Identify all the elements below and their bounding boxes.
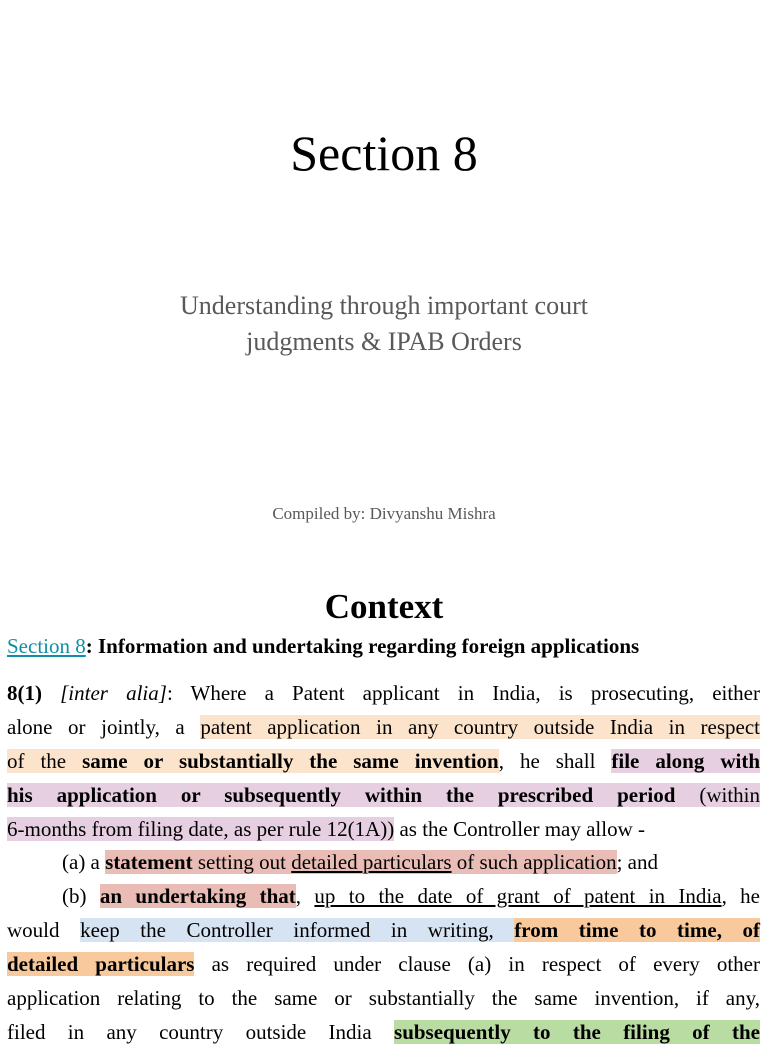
text: (b)	[62, 884, 100, 908]
highlight-such-application: of such application	[451, 850, 617, 874]
section-heading	[7, 633, 767, 659]
section-8-link[interactable]: Section 8	[7, 634, 86, 658]
highlight-within: (within	[675, 783, 760, 807]
clause-b-line-1	[62, 881, 760, 911]
text: alone or jointly, a	[7, 715, 201, 739]
section-title: : Information and undertaking regarding foreign applications	[85, 634, 640, 658]
highlight-undertaking: an undertaking that	[99, 884, 296, 908]
paragraph-line-2	[7, 712, 760, 742]
slide-title: Section 8	[290, 125, 478, 181]
compiled-by: Compiled by: Divyanshu Mishra	[272, 504, 496, 523]
inter-alia: [inter alia]	[60, 681, 167, 705]
clause-b-line-5	[7, 1017, 760, 1047]
highlight-file-along: file along with	[611, 749, 760, 773]
highlight-same-invention: same or substantially the same invention	[82, 749, 499, 773]
highlight-six-months: 6-months from filing date, as per rule 12(1A))	[7, 817, 395, 841]
context-slide	[0, 560, 768, 1044]
highlight-statement: statement	[105, 850, 193, 874]
subtitle-line-1: Understanding through important court	[180, 291, 588, 320]
highlight-time-to-time: from time to time	[514, 918, 717, 942]
text: would	[7, 918, 81, 942]
paragraph-line-5	[7, 814, 760, 844]
highlight-of-the: of the	[7, 749, 83, 773]
highlight-of: , of	[716, 918, 760, 942]
text: application relating to the same or substantially the same invention, if any,	[7, 986, 760, 1010]
subtitle-line-2: judgments & IPAB Orders	[246, 327, 522, 356]
highlight-foreign-application: patent application in any country outside India in respect	[200, 715, 761, 739]
date-of-grant: up to the date of grant of patent in India	[314, 884, 722, 908]
paragraph-line-3	[7, 746, 760, 776]
highlight-setting-out: setting out	[192, 850, 292, 874]
highlight-detailed-particulars-2: detailed particulars	[7, 952, 195, 976]
clause-b-line-3	[7, 949, 760, 979]
highlight-subsequently: subsequently to the filing of the	[394, 1020, 760, 1044]
text: , he shall	[498, 749, 612, 773]
context-heading: Context	[324, 587, 444, 626]
paragraph-line-4	[7, 780, 760, 810]
highlight-keep-informed: keep the Controller informed in writing,	[80, 918, 515, 942]
text: , he	[721, 884, 760, 908]
text: ; and	[616, 850, 658, 874]
slide-subtitle	[60, 288, 708, 360]
highlight-prescribed-period: his application or subsequently within the prescribed period	[7, 783, 676, 807]
text: as the Controller may allow -	[394, 817, 646, 841]
highlight-detailed-particulars: detailed particulars	[291, 850, 452, 874]
clause-a-line	[62, 847, 760, 877]
clause-number: 8(1)	[7, 681, 42, 705]
text: as required under clause (a) in respect of every other	[194, 952, 760, 976]
text: ,	[295, 884, 315, 908]
clause-b-line-4	[7, 983, 760, 1013]
clause-b-line-2	[7, 915, 760, 945]
paragraph-line-1	[7, 678, 760, 708]
text: : Where a Patent applicant in India, is prosecuting, either	[166, 681, 760, 705]
text: (a) a	[62, 850, 106, 874]
text: filed in any country outside India	[7, 1020, 395, 1044]
